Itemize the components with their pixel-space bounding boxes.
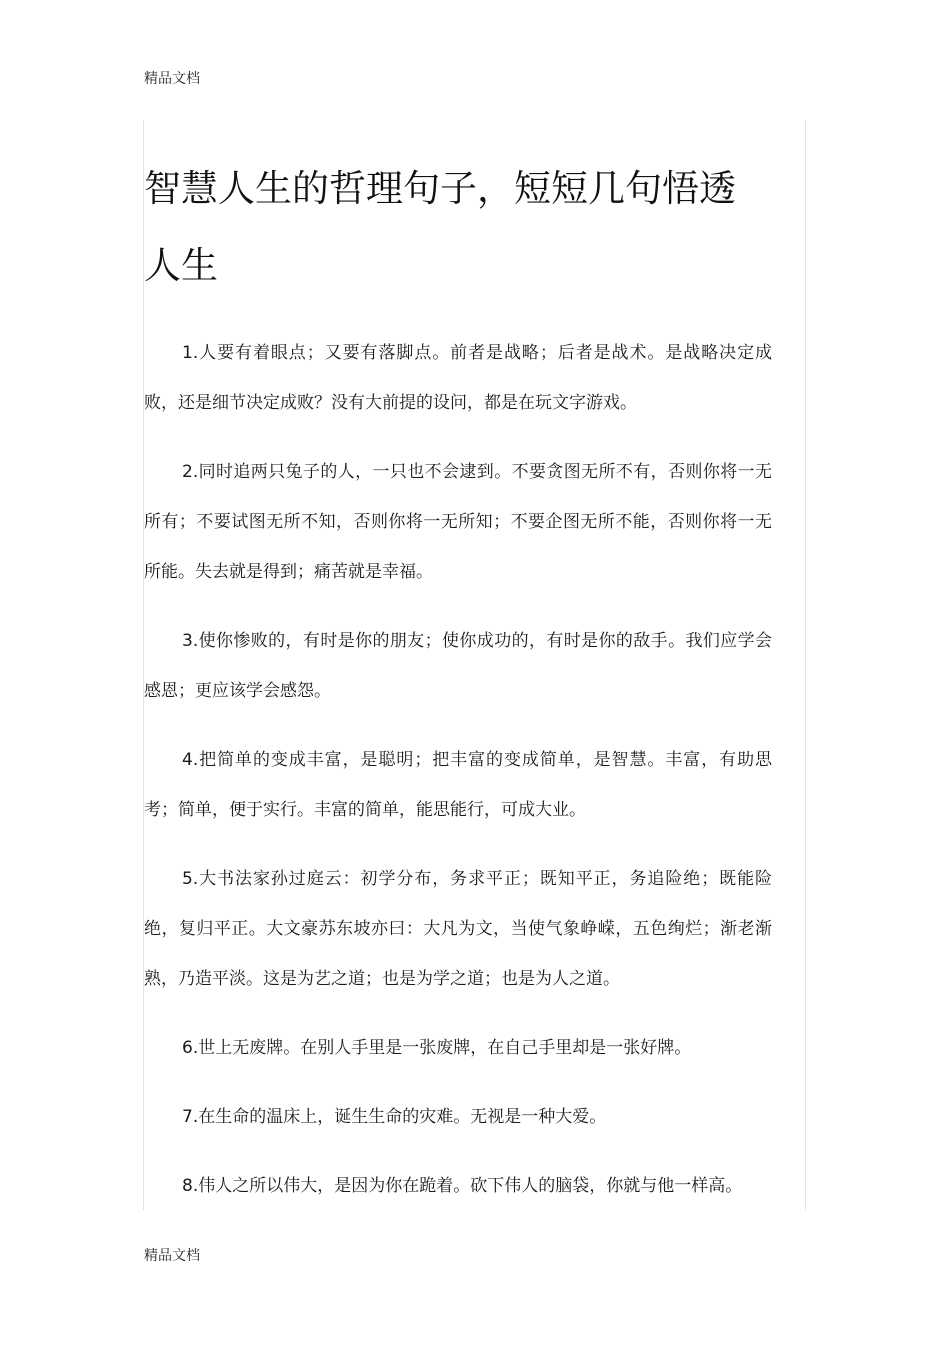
- paragraph: 4.把简单的变成丰富，是聪明；把丰富的变成简单，是智慧。丰富，有助思考；简单，便于实行。丰富的简单，能思能行，可成大业。: [144, 750, 772, 820]
- paragraph: 1.人要有着眼点；又要有落脚点。前者是战略；后者是战术。是战略决定成败，还是细节决定成败？没有大前提的设问，都是在玩文字游戏。: [144, 343, 772, 413]
- article: [144, 150, 772, 1230]
- paragraph: 6.世上无废牌。在别人手里是一张废牌，在自己手里却是一张好牌。: [182, 1038, 692, 1058]
- page-header: 精品文档: [144, 71, 200, 87]
- paragraph: 2.同时追两只兔子的人，一只也不会逮到。不要贪图无所不有，否则你将一无所有；不要试图无所不知，否则你将一无所知；不要企图无所不能，否则你将一无所能。失去就是得到；痛苦就是幸福。: [144, 462, 772, 582]
- page-footer: 精品文档: [144, 1248, 200, 1264]
- paragraph: 8.伟人之所以伟大，是因为你在跪着。砍下伟人的脑袋，你就与他一样高。: [182, 1176, 743, 1196]
- article-title: 智慧人生的哲理句子，短短几句悟透人生: [144, 167, 736, 287]
- paragraph: 5.大书法家孙过庭云：初学分布，务求平正；既知平正，务追险绝；既能险绝，复归平正。大文豪苏东坡亦曰：大凡为文，当使气象峥嵘，五色绚烂；渐老渐熟，乃造平淡。这是为艺之道；也是为学之道；也是为人之道。: [144, 869, 772, 989]
- paragraph-list: [144, 328, 772, 1211]
- paragraph: 3.使你惨败的，有时是你的朋友；使你成功的，有时是你的敌手。我们应学会感恩；更应该学会感怨。: [144, 631, 772, 701]
- paragraph: 7.在生命的温床上，诞生生命的灾难。无视是一种大爱。: [182, 1107, 607, 1127]
